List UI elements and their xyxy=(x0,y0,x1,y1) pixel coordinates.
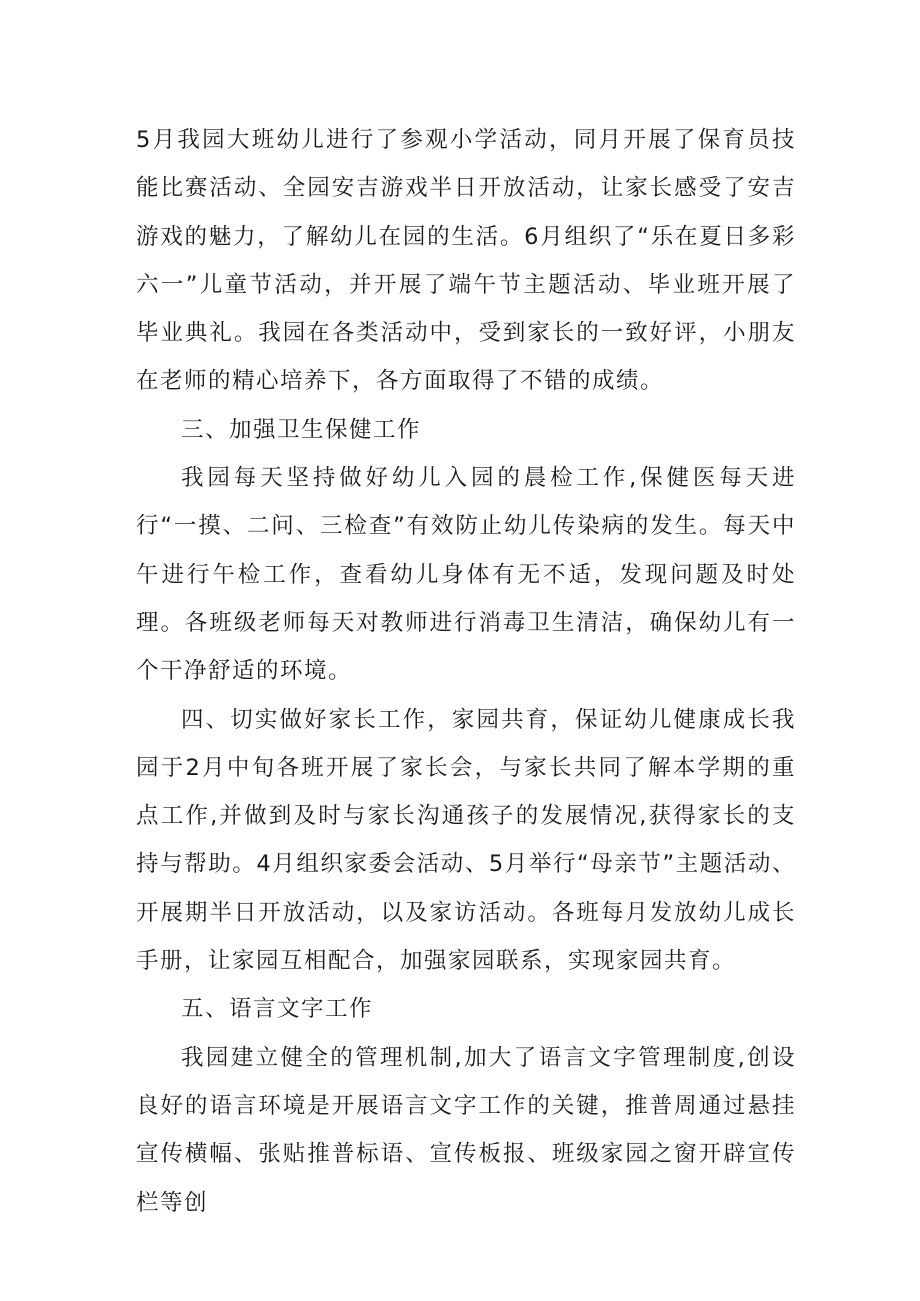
paragraph-activities-may-june: 5月我园大班幼儿进行了参观小学活动，同月开展了保育员技能比赛活动、全园安吉游戏半日开放活动，让家长感受了安吉游戏的魅力，了解幼儿在园的生活。6月组织了“乐在夏日多彩六一”儿童节活动，并开展了端午节主题活动、毕业班开展了毕业典礼。我园在各类活动中，受到家长的一致好评，小朋友在老师的精心培养下，各方面取得了不错的成绩。 xyxy=(136,127,796,395)
section-heading-health-care: 三、加强卫生保健工作 xyxy=(181,416,422,443)
section-heading-language-work: 五、语言文字工作 xyxy=(181,996,374,1023)
paragraph-language-work: 我园建立健全的管理机制,加大了语言文字管理制度,创设良好的语言环境是开展语言文字工作的关键，推普周通过悬挂宣传横幅、张贴推普标语、宣传板报、班级家园之窗开辟宣传栏等创 xyxy=(136,1044,796,1216)
paragraph-health-care: 我园每天坚持做好幼儿入园的晨检工作,保健医每天进行“一摸、二问、三检查”有效防止幼儿传染病的发生。每天中午进行午检工作，查看幼儿身体有无不适，发现问题及时处理。各班级老师每天对教师进行消毒卫生清洁，确保幼儿有一个干净舒适的环境。 xyxy=(136,465,796,685)
paragraph-parent-work: 四、切实做好家长工作，家园共育，保证幼儿健康成长我园于2月中旬各班开展了家长会，与家长共同了解本学期的重点工作,并做到及时与家长沟通孩子的发展情况,获得家长的支持与帮助。4月组织家委会活动、5月举行“母亲节”主题活动、开展期半日开放活动，以及家访活动。各班每月发放幼儿成长手册，让家园互相配合，加强家园联系，实现家园共育。 xyxy=(136,706,796,975)
document-body xyxy=(136,116,796,1227)
